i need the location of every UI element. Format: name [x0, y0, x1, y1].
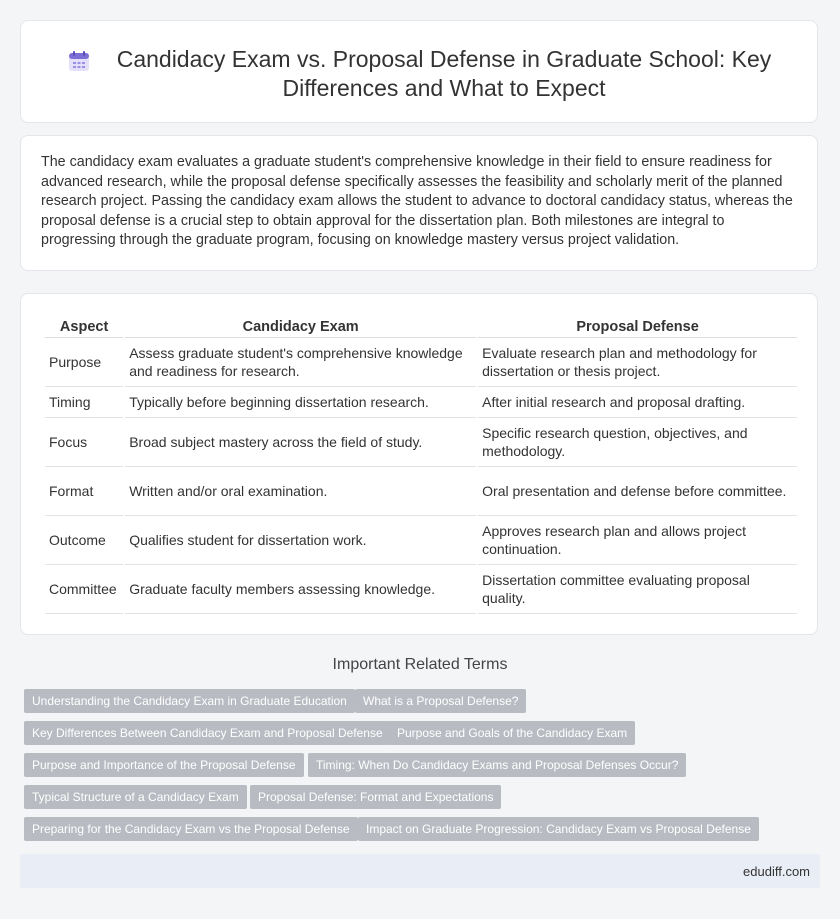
- row-defense: Evaluate research plan and methodology for dissertation or thesis project.: [478, 338, 797, 387]
- row-aspect: Outcome: [45, 516, 123, 565]
- related-tag[interactable]: Timing: When Do Candidacy Exams and Proposal Defenses Occur?: [308, 753, 686, 777]
- row-aspect: Committee: [45, 565, 123, 614]
- row-exam: Typically before beginning dissertation research.: [125, 387, 476, 418]
- row-defense: Dissertation committee evaluating proposal quality.: [478, 565, 797, 614]
- comparison-table: [43, 316, 799, 614]
- related-tag[interactable]: Purpose and Importance of the Proposal Defense: [24, 753, 304, 777]
- table-row: [45, 467, 797, 516]
- row-exam: Assess graduate student's comprehensive knowledge and readiness for research.: [125, 338, 476, 387]
- row-aspect: Focus: [45, 418, 123, 467]
- row-exam: Qualifies student for dissertation work.: [125, 516, 476, 565]
- row-aspect: Timing: [45, 387, 123, 418]
- row-exam: Graduate faculty members assessing knowledge.: [125, 565, 476, 614]
- table-row: [45, 516, 797, 565]
- related-tag[interactable]: Purpose and Goals of the Candidacy Exam: [389, 721, 635, 745]
- page-title: Candidacy Exam vs. Proposal Defense in Graduate School: Key Differences and What to Expect: [116, 46, 772, 101]
- calendar-icon: [67, 49, 91, 73]
- related-tag[interactable]: Impact on Graduate Progression: Candidacy Exam vs Proposal Defense: [358, 817, 759, 841]
- row-defense: Approves research plan and allows project continuation.: [478, 516, 797, 565]
- related-tag[interactable]: Preparing for the Candidacy Exam vs the Proposal Defense: [24, 817, 358, 841]
- table-row: [45, 387, 797, 418]
- title-card: [20, 20, 818, 123]
- row-exam: Broad subject mastery across the field of study.: [125, 418, 476, 467]
- related-tag[interactable]: Typical Structure of a Candidacy Exam: [24, 785, 247, 809]
- table-row: [45, 565, 797, 614]
- row-aspect: Purpose: [45, 338, 123, 387]
- footer-site-link[interactable]: edudiff.com: [743, 864, 810, 879]
- related-tag[interactable]: What is a Proposal Defense?: [355, 689, 526, 713]
- intro-card: [20, 135, 818, 271]
- footer: [20, 854, 820, 888]
- related-tag[interactable]: Understanding the Candidacy Exam in Graduate Education: [24, 689, 355, 713]
- intro-paragraph: The candidacy exam evaluates a graduate student's comprehensive knowledge in their field to ensure readiness for advanced research, while the proposal defense specifically assesses the feasibility and scholarly merit of the planned research project. Passing the candidacy exam allows the student to advance to doctoral candidacy status, whereas the proposal defense is a crucial step to obtain approval for the dissertation plan. Both milestones are integral to progressing through the graduate program, focusing on knowledge mastery versus project validation.: [41, 154, 793, 249]
- header-proposal-defense: Proposal Defense: [478, 316, 797, 338]
- row-defense: Oral presentation and defense before committee.: [478, 467, 797, 516]
- related-terms-title: Important Related Terms: [332, 656, 508, 673]
- header-candidacy-exam: Candidacy Exam: [125, 316, 476, 338]
- table-row: [45, 338, 797, 387]
- row-defense: Specific research question, objectives, and methodology.: [478, 418, 797, 467]
- row-defense: After initial research and proposal drafting.: [478, 387, 797, 418]
- row-aspect: Format: [45, 467, 123, 516]
- related-tag[interactable]: Key Differences Between Candidacy Exam and Proposal Defense: [24, 721, 391, 745]
- header-aspect: Aspect: [45, 316, 123, 338]
- row-exam: Written and/or oral examination.: [125, 467, 476, 516]
- related-tag[interactable]: Proposal Defense: Format and Expectations: [250, 785, 501, 809]
- table-row: [45, 418, 797, 467]
- table-header-row: [45, 316, 797, 338]
- comparison-card: [20, 293, 818, 635]
